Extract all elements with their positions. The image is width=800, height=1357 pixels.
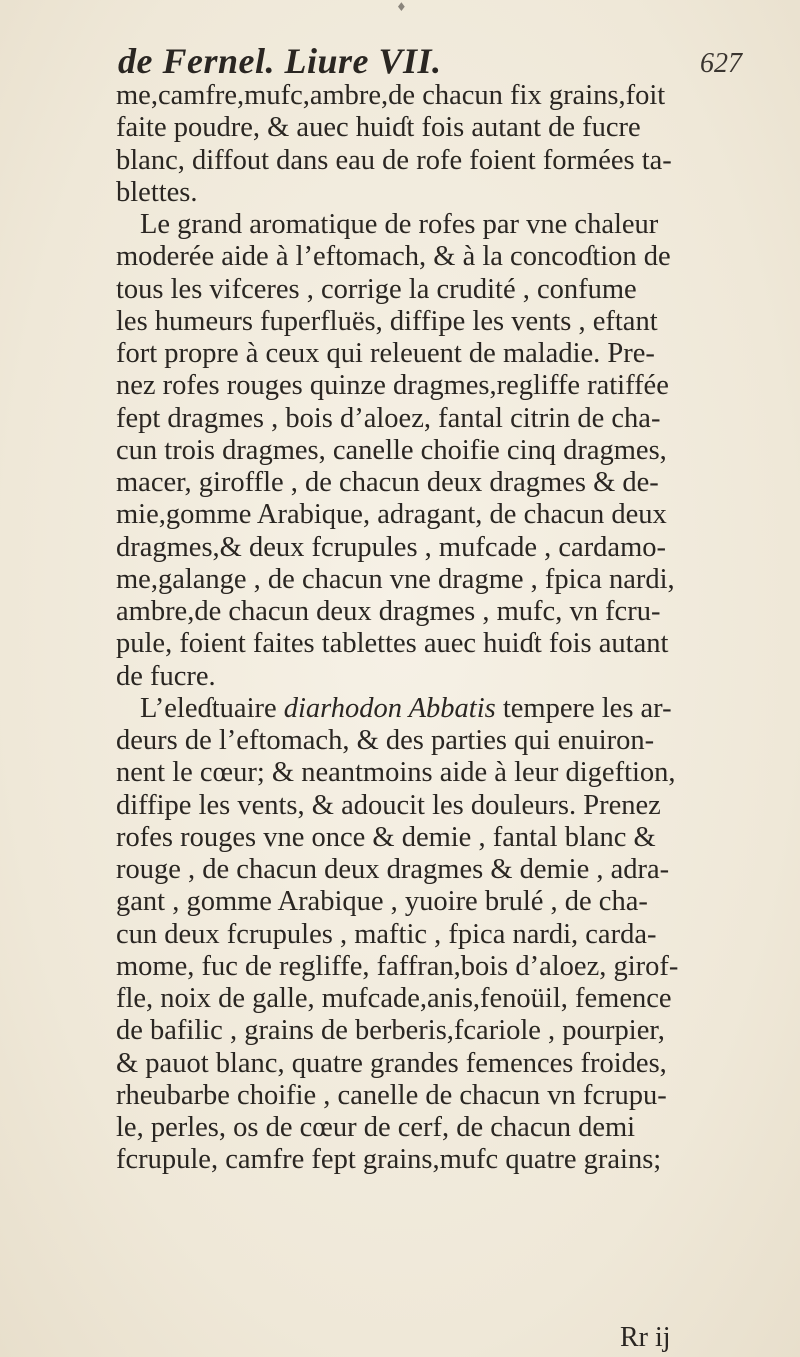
text-line: ambre,de chacun deux dragmes , mufc, vn fcru-	[116, 596, 661, 627]
text-line: rouge , de chacun deux dragmes & demie , adra-	[116, 854, 670, 885]
text-line: mie,gomme Arabique, adragant, de chacun deux	[116, 499, 667, 531]
text-line: pule, foient faites tablettes auec huiɗt fois autant	[116, 628, 669, 660]
text-line: blanc, diffout dans eau de rofe foient formées ta-	[116, 144, 672, 176]
text-line: nez rofes rouges quinze dragmes,regliffe ratiffée	[116, 370, 669, 402]
page-number: 627	[700, 48, 742, 79]
text-line: de fucre.	[116, 660, 216, 692]
text-line: me,galange , de chacun vne dragme , fpica nardi,	[116, 563, 675, 595]
text-line: cun deux fcrupules , maftic , fpica nardi, carda-	[116, 918, 657, 950]
text-line: de bafilic , grains de berberis,fcariole , pourpier,	[116, 1015, 665, 1047]
text-line: fort propre à ceux qui releuent de maladie. Pre-	[116, 338, 655, 369]
text-line: dragmes,& deux fcrupules , mufcade , cardamo-	[116, 531, 666, 563]
text-line: les humeurs fuperfluës, diffipe les vents , eftant	[116, 305, 658, 337]
text-line: fle, noix de galle, mufcade,anis,fenoüil, femence	[116, 983, 672, 1014]
top-ornament-icon: ♦	[396, 0, 407, 14]
text-line: & pauot blanc, quatre grandes femences froides,	[116, 1047, 667, 1079]
text-line: rheubarbe choifie , canelle de chacun vn fcrupu-	[116, 1079, 667, 1111]
paragraph-start-line: Le grand aromatique de rofes par vne chaleur	[140, 209, 659, 240]
text-line: macer, giroffle , de chacun deux dragmes & de-	[116, 467, 659, 498]
text-line: rofes rouges vne once & demie , fantal blanc &	[116, 821, 656, 853]
text-line: fept dragmes , bois d’aloez, fantal citrin de cha-	[116, 402, 661, 434]
text-line: diffipe les vents, & adoucit les douleurs. Prenez	[116, 789, 661, 821]
text-line: me,camfre,mufc,ambre,de chacun fix grains,foit	[116, 80, 666, 111]
text-line: tous les vifceres , corrige la crudité , confume	[116, 273, 637, 305]
text-line: le, perles, os de cœur de cerf, de chacun demi	[116, 1112, 636, 1143]
italic-title: diarhodon Abbatis	[283, 692, 496, 724]
text-line: deurs de l’eftomach, & des parties qui enuiron-	[116, 725, 655, 756]
running-title: de Fernel. Liure VII.	[118, 41, 442, 81]
text-line: fcrupule, camfre fept grains,mufc quatre grains;	[116, 1144, 662, 1176]
text-line: blettes.	[116, 176, 198, 208]
text-line: nent le cœur; & neantmoins aide à leur digeftion,	[116, 757, 676, 789]
text-line: mome, fuc de regliffe, faffran,bois d’aloez, girof-	[116, 950, 679, 982]
signature-mark: Rr ij	[620, 1322, 671, 1353]
text-line: faite poudre, & auec huiɗt fois autant de fucre	[116, 112, 641, 144]
text-line: cun trois dragmes, canelle choifie cinq dragmes,	[116, 434, 667, 466]
paragraph-start-line: L’eleɗtuaire diarhodon Abbatis tempere les ar-	[140, 692, 672, 724]
text-line: moderée aide à l’eftomach, & à la concoɗtion de	[116, 241, 671, 273]
text-line: gant , gomme Arabique , yuoire brulé , de cha-	[116, 886, 648, 918]
body-text	[116, 80, 792, 1177]
